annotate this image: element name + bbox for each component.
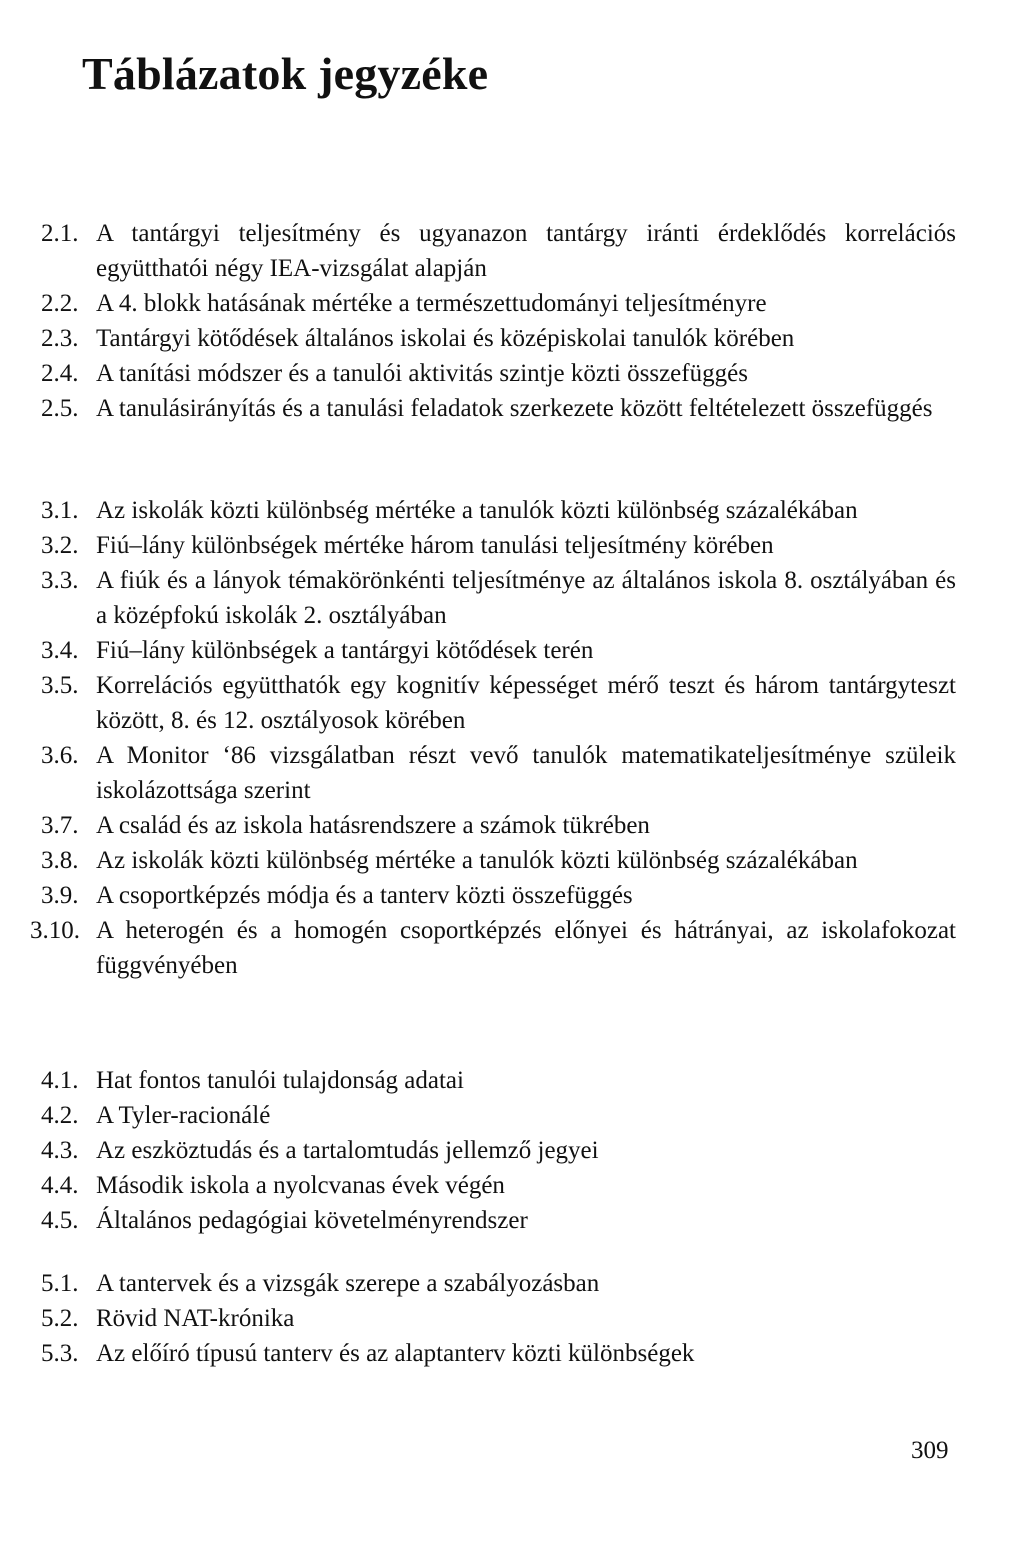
entry-text: A tanítási módszer és a tanulói aktivitás szintje közti összefüggés (96, 360, 748, 387)
entry-text: Fiú–lány különbségek mértéke három tanulási teljesítmény körében (96, 532, 774, 559)
entry-text: Az eszköztudás és a tartalomtudás jellemző jegyei (96, 1137, 599, 1164)
entry-text: A tantervek és a vizsgák szerepe a szabályozásban (96, 1270, 600, 1297)
entry-number: 2.5. (41, 395, 79, 422)
page-title: Táblázatok jegyzéke (82, 48, 489, 99)
entry-text: A csoportképzés módja és a tanterv közti összefüggés (96, 882, 633, 909)
entry-number: 5.3. (41, 1340, 79, 1367)
page-number: 309 (911, 1437, 949, 1464)
list-item (0, 391, 1024, 426)
entry-text: Tantárgyi kötődések általános iskolai és középiskolai tanulók körében (96, 325, 795, 352)
entry-text: A család és az iskola hatásrendszere a számok tükrében (96, 812, 650, 839)
list-item (0, 808, 1024, 843)
entry-number: 3.7. (41, 812, 79, 839)
entry-number: 4.5. (41, 1207, 79, 1234)
entry-text: A Tyler-racionálé (96, 1102, 271, 1129)
entry-text: A tantárgyi teljesítmény és ugyanazon tantárgy iránti érdeklődés korrelációs együtthatói négy IEA-vizsgálat alapján (96, 220, 956, 282)
entry-text: A fiúk és a lányok témakörönkénti teljesítménye az általános iskola 8. osztályában és a középfokú iskolák 2. osztályában (96, 567, 956, 629)
group-chapter-3 (0, 493, 1024, 983)
entry-text: Általános pedagógiai követelményrendszer (96, 1207, 528, 1234)
list-item (0, 1203, 1024, 1238)
entry-text: A 4. blokk hatásának mértéke a természettudományi teljesítményre (96, 290, 767, 317)
group-chapter-4 (0, 1063, 1024, 1238)
entry-number: 4.4. (41, 1172, 79, 1199)
list-item (0, 1098, 1024, 1133)
list-item (0, 321, 1024, 356)
entry-number: 4.1. (41, 1067, 79, 1094)
entry-number: 4.3. (41, 1137, 79, 1164)
list-item (0, 493, 1024, 528)
entry-number: 4.2. (41, 1102, 79, 1129)
entry-number: 3.5. (41, 672, 79, 699)
list-item (0, 738, 1024, 808)
entry-text: Rövid NAT-krónika (96, 1305, 295, 1332)
entry-number: 5.1. (41, 1270, 79, 1297)
entry-text: Korrelációs együtthatók egy kognitív képességet mérő teszt és három tantárgyteszt között, 8. és 12. osztályosok körében (96, 672, 956, 734)
list-item (0, 1063, 1024, 1098)
list-item (0, 216, 1024, 286)
list-item (0, 843, 1024, 878)
entry-number: 5.2. (41, 1305, 79, 1332)
entry-number: 2.4. (41, 360, 79, 387)
list-item (0, 633, 1024, 668)
entry-number: 3.10. (30, 917, 80, 944)
entry-number: 2.2. (41, 290, 79, 317)
list-item (0, 668, 1024, 738)
entry-text: Fiú–lány különbségek a tantárgyi kötődések terén (96, 637, 594, 664)
entry-number: 3.6. (41, 742, 79, 769)
entry-number: 2.3. (41, 325, 79, 352)
entry-number: 3.2. (41, 532, 79, 559)
entry-text: A heterogén és a homogén csoportképzés előnyei és hátrányai, az iskolafokozat függvényében (96, 917, 956, 979)
list-item (0, 356, 1024, 391)
entry-number: 3.9. (41, 882, 79, 909)
list-item (0, 1266, 1024, 1301)
entry-text: Hat fontos tanulói tulajdonság adatai (96, 1067, 464, 1094)
entry-number: 3.8. (41, 847, 79, 874)
list-item (0, 1133, 1024, 1168)
entry-text: A Monitor ‘86 vizsgálatban részt vevő tanulók matematikateljesítménye szüleik iskolázottsága szerint (96, 742, 956, 804)
entry-text: Az előíró típusú tanterv és az alaptanterv közti különbségek (96, 1340, 695, 1367)
list-item (0, 1301, 1024, 1336)
list-item (0, 1168, 1024, 1203)
entry-text: Az iskolák közti különbség mértéke a tanulók közti különbség százalékában (96, 497, 858, 524)
entry-text: A tanulásirányítás és a tanulási feladatok szerkezete között feltételezett összefüggés (96, 395, 933, 422)
list-item (0, 1336, 1024, 1371)
list-item (0, 528, 1024, 563)
group-chapter-2 (0, 216, 1024, 426)
entry-number: 3.4. (41, 637, 79, 664)
entry-text: Az iskolák közti különbség mértéke a tanulók közti különbség százalékában (96, 847, 858, 874)
entry-number: 3.1. (41, 497, 79, 524)
list-item (0, 878, 1024, 913)
list-item (0, 286, 1024, 321)
group-chapter-5 (0, 1266, 1024, 1371)
entry-number: 2.1. (41, 220, 79, 247)
list-item (0, 563, 1024, 633)
list-item (0, 913, 1024, 983)
entry-number: 3.3. (41, 567, 79, 594)
entry-text: Második iskola a nyolcvanas évek végén (96, 1172, 505, 1199)
